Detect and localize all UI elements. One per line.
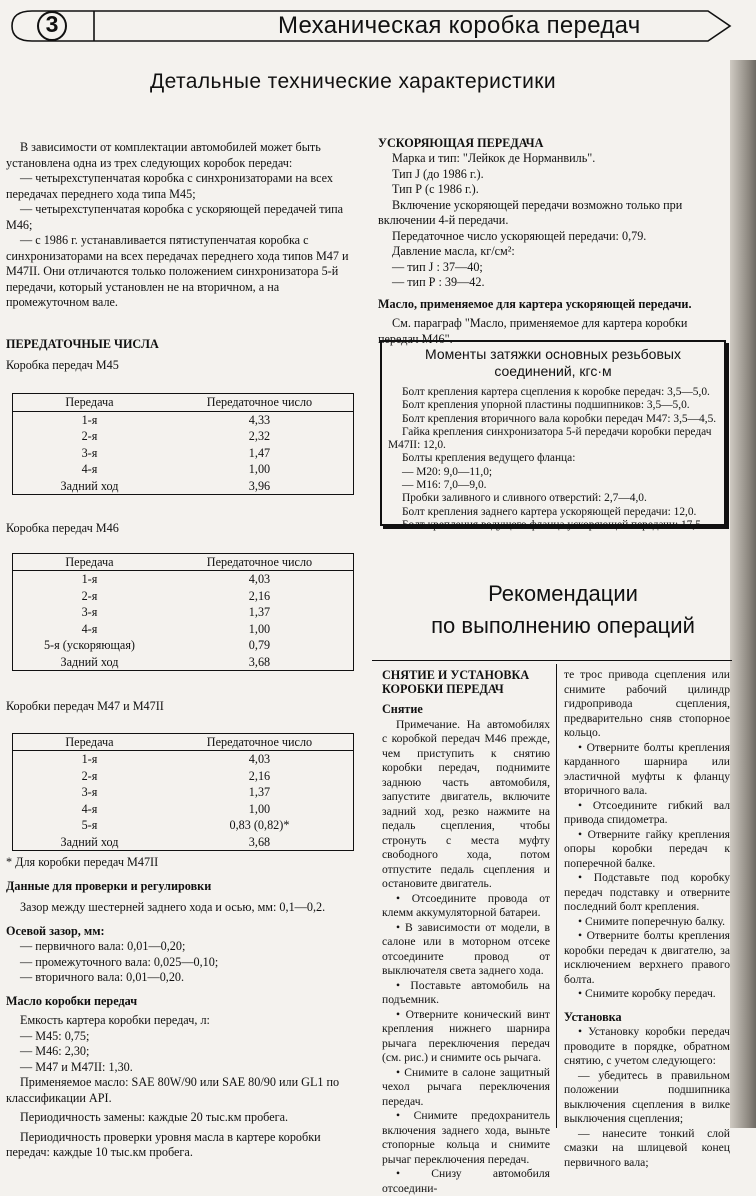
removal-step: • Отверните гайку крепления опоры коробки передач к поперечной балке. <box>564 827 730 870</box>
chapter-number: 3 <box>45 11 59 37</box>
oil-capacity-item: — М47 и М47II: 1,30. <box>20 1059 133 1074</box>
removal-heading: СНЯТИЕ И УСТАНОВКА КОРОБКИ ПЕРЕДАЧ <box>382 668 530 696</box>
oil-check: Периодичность проверки уровня масла в картере коробки передач: каждые 10 тыс.км пробега. <box>6 1129 321 1159</box>
torque-line: Болты крепления ведущего фланца: <box>402 452 576 465</box>
removal-step: • Снимите в салоне защитный чехол рычага переключения передач. <box>382 1065 550 1108</box>
recommendations-line1: Рекомендации <box>488 581 638 606</box>
removal-column-b <box>564 668 730 1170</box>
oil-capacity-item: — М45: 0,75; <box>20 1028 90 1043</box>
removal-step: • Отсоедините гибкий вал привода спидометра. <box>564 798 730 826</box>
torque-line: Пробки заливного и сливного отверстий: 2,7—4,0. <box>402 492 647 505</box>
torque-line: Болт крепления картера сцепления к коробке передач: 3,5—5,0. <box>402 386 710 398</box>
torque-line: Болт крепления упорной пластины подшипников: 3,5—5,0. <box>402 399 690 412</box>
table-row: 2-я 2,16 <box>81 588 271 603</box>
table-row: 4-я 1,00 <box>81 462 271 476</box>
table-row: 4-я 1,00 <box>81 621 271 636</box>
table-row: 3-я 1,37 <box>81 605 271 619</box>
check-heading: Данные для проверки и регулировки <box>6 878 212 893</box>
torque-box <box>380 340 726 531</box>
overdrive-line: Тип J (до 1986 г.). <box>392 166 484 181</box>
table-row: 5-я (ускоряющая) 0,79 <box>43 638 271 652</box>
oil-capacity-item: — М46: 2,30; <box>20 1044 90 1058</box>
removal-column-a <box>382 668 550 1196</box>
oil-interval: Периодичность замены: каждые 20 тыс.км пробега. <box>20 1110 289 1124</box>
m45-ratio-table <box>12 393 354 495</box>
table-row: 2-я 2,16 <box>81 768 271 783</box>
install-heading: Установка <box>564 1009 622 1024</box>
column-rule <box>556 664 557 1128</box>
removal-step: • Отверните болты крепления коробки передач к двигателю, за исключением верхнего правого болта. <box>564 929 730 986</box>
overdrive-line: Передаточное число ускоряющей передачи: 0,79. <box>392 228 647 243</box>
removal-step: • Поставьте автомобиль на подъемник. <box>382 978 550 1006</box>
m45-caption: Коробка передач М45 <box>6 357 119 372</box>
removal-step: • В зависимости от модели, в салоне или в моторном отсеке отсоедините провод от выключателя света заднего хода. <box>382 920 550 977</box>
overdrive-oil-heading: Масло, применяемое для картера ускоряющей передачи. <box>378 296 692 311</box>
oil-heading: Масло коробки передач <box>6 993 138 1008</box>
torque-line: — М20: 9,0—11,0; <box>402 465 493 478</box>
overdrive-line: — тип Р : 39—42. <box>392 275 485 289</box>
removal-step: Примечание. На автомобилях с коробкой передач М46 прежде, чем приступить к снятию коробки передач, поднимите заднюю часть автомобиля, запустите двигатель, включите задний ход, резко нажмите на педаль сцепления, чтобы стронуть с места муфту свободного хода, потом отпустите педаль сцепления и остановите двигатель. <box>382 717 550 890</box>
removal-step: • Отсоедините провода от клемм аккумуляторной батареи. <box>382 891 550 919</box>
axial-heading: Осевой зазор, мм: <box>6 923 105 938</box>
oil-capacity: Емкость картера коробки передач, л: <box>20 1013 210 1027</box>
removal-step: • Подставьте под коробку передач подставку и отверните последний болт крепления. <box>564 871 730 913</box>
divider-line <box>372 660 732 661</box>
torque-line: — М16: 7,0—9,0. <box>402 479 487 492</box>
intro-item: — четырехступенчатая коробка с синхронизаторами на всех передачах переднего хода типа М45; <box>6 171 333 201</box>
install-step: — нанесите тонкий слой смазки на шлицевой конец первичного вала; <box>564 1126 730 1169</box>
torque-title: Моменты затяжки основных резьбовых соединений, кгс·м <box>425 346 681 379</box>
install-step: • Установку коробки передач проводите в порядке, обратном снятию, с учетом следующего: <box>564 1025 730 1067</box>
overdrive-line: Тип Р (с 1986 г.). <box>392 182 479 196</box>
oil-used: Применяемое масло: SAE 80W/90 или SAE 80/90 или GL1 по классификации API. <box>6 1075 340 1105</box>
m46-ratio-table: Передача Передаточное число 1-я 4,03 2-я 2,16 3-я 1,37 4-я 1,00 5-я (ускоряющая) 0,79 Задний ход 3,68 <box>12 553 354 672</box>
removal-step: • Отверните конический винт крепления нижнего шарнира рычага переключения передач (см. рис.) и снимите ось рычага. <box>382 1007 550 1064</box>
m47-footnote: * Для коробки передач М47II <box>6 855 159 869</box>
removal-step: • Снимите поперечную балку. <box>578 914 726 928</box>
overdrive-line: Марка и тип: "Лейкок де Норманвиль". <box>392 151 596 165</box>
table-row: 3-я 1,37 <box>81 785 271 799</box>
m47-ratio-table: Передача Передаточное число 1-я 4,03 2-я 2,16 3-я 1,37 4-я 1,00 5-я 0,83 (0,82)* Задний ход 3,68 <box>12 733 354 852</box>
table-row: 3-я 1,47 <box>81 445 271 460</box>
table-row: Задний ход 3,68 <box>13 834 354 851</box>
left-column <box>6 140 362 1161</box>
torque-line: Болт крепления вторичного вала коробки передач М47: 3,5—4,5. <box>402 412 717 425</box>
page-header <box>8 8 736 44</box>
overdrive-section <box>378 136 730 347</box>
recommendations-line2: по выполнению операций <box>431 613 695 638</box>
col-ratio-header: Передаточное число <box>166 394 354 412</box>
overdrive-heading: УСКОРЯЮЩАЯ ПЕРЕДАЧА <box>378 136 544 150</box>
removal-step: • Снизу автомобиля отсоедини- <box>382 1167 550 1195</box>
axial-item: — промежуточного вала: 0,025—0,10; <box>20 954 219 969</box>
m47-caption: Коробки передач М47 и М47II <box>6 699 164 713</box>
ratios-heading: ПЕРЕДАТОЧНЫЕ ЧИСЛА <box>6 336 159 351</box>
table-row: 1-я 4,03 <box>81 752 271 766</box>
backlash-value: Зазор между шестерней заднего хода и осью, мм: 0,1—0,2. <box>20 900 326 914</box>
removal-step: • Снимите коробку передач. <box>578 987 716 1000</box>
table-row: 1-я 4,33 <box>81 412 271 427</box>
intro-paragraph: В зависимости от комплектации автомобилей может быть установлена одна из трех следующих коробок передач: <box>6 140 321 170</box>
m46-caption: Коробка передач М46 <box>6 521 119 535</box>
overdrive-line: — тип J : 37—40; <box>392 259 483 274</box>
intro-item: — с 1986 г. устанавливается пятиступенчатая коробка с синхронизаторами на всех передачах переднего хода типов М47 и М47II. Они отличаются только положением синхронизатора 5-й передачи, который установлен не на вторичном, а на промежуточном вале. <box>6 233 349 309</box>
overdrive-oil-text: См. параграф "Масло, применяемое для картера коробки передач М46". <box>378 316 688 346</box>
table-row: 2-я 2,32 <box>81 429 271 443</box>
axial-item: — вторичного вала: 0,01—0,20. <box>20 970 185 984</box>
torque-line: Болт крепления ведущего фланца ускоряющей передачи: 17,5. <box>402 518 704 531</box>
torque-line: Болт крепления заднего картера ускоряющей передачи: 12,0. <box>402 505 697 518</box>
torque-line: Гайка крепления синхронизатора 5-й передачи коробки передач М47II: 12,0. <box>388 425 712 452</box>
table-row: 5-я 0,83 (0,82)* <box>81 818 290 832</box>
removal-step: • Отверните болты крепления карданного шарнира или эластичной муфты к фланцу вторичного вала. <box>564 740 730 797</box>
overdrive-line: Включение ускоряющей передачи возможно только при включении 4-й передачи. <box>378 197 683 227</box>
removal-step: • Снимите предохранитель включения заднего хода, выньте стопорные кольца и снимите рычаг переключения передач. <box>382 1109 550 1166</box>
removal-step: те трос привода сцепления или снимите рабочий цилиндр гидропривода сцепления, предварительно сняв стопорное кольцо. <box>564 668 730 739</box>
chapter-title: Механическая коробка передач <box>278 12 641 39</box>
install-step: — убедитесь в правильном положении подшипника выключения сцепления в вилке выключения сцепления; <box>564 1068 730 1125</box>
col-gear-header: Передача <box>13 394 166 412</box>
axial-item: — первичного вала: 0,01—0,20; <box>20 939 186 953</box>
table-row: 1-я 4,03 <box>81 572 271 586</box>
table-row: 4-я 1,00 <box>81 801 271 816</box>
intro-item: — четырехступенчатая коробка с ускоряющей передачей типа М46; <box>6 202 344 232</box>
page-title: Детальные технические характеристики <box>150 70 557 93</box>
table-row: Задний ход 3,96 <box>13 478 354 495</box>
overdrive-line: Давление масла, кг/см²: <box>392 244 515 258</box>
recommendations-title <box>378 578 748 642</box>
table-row: Задний ход 3,68 <box>13 654 354 671</box>
removal-sub: Снятие <box>382 702 423 716</box>
